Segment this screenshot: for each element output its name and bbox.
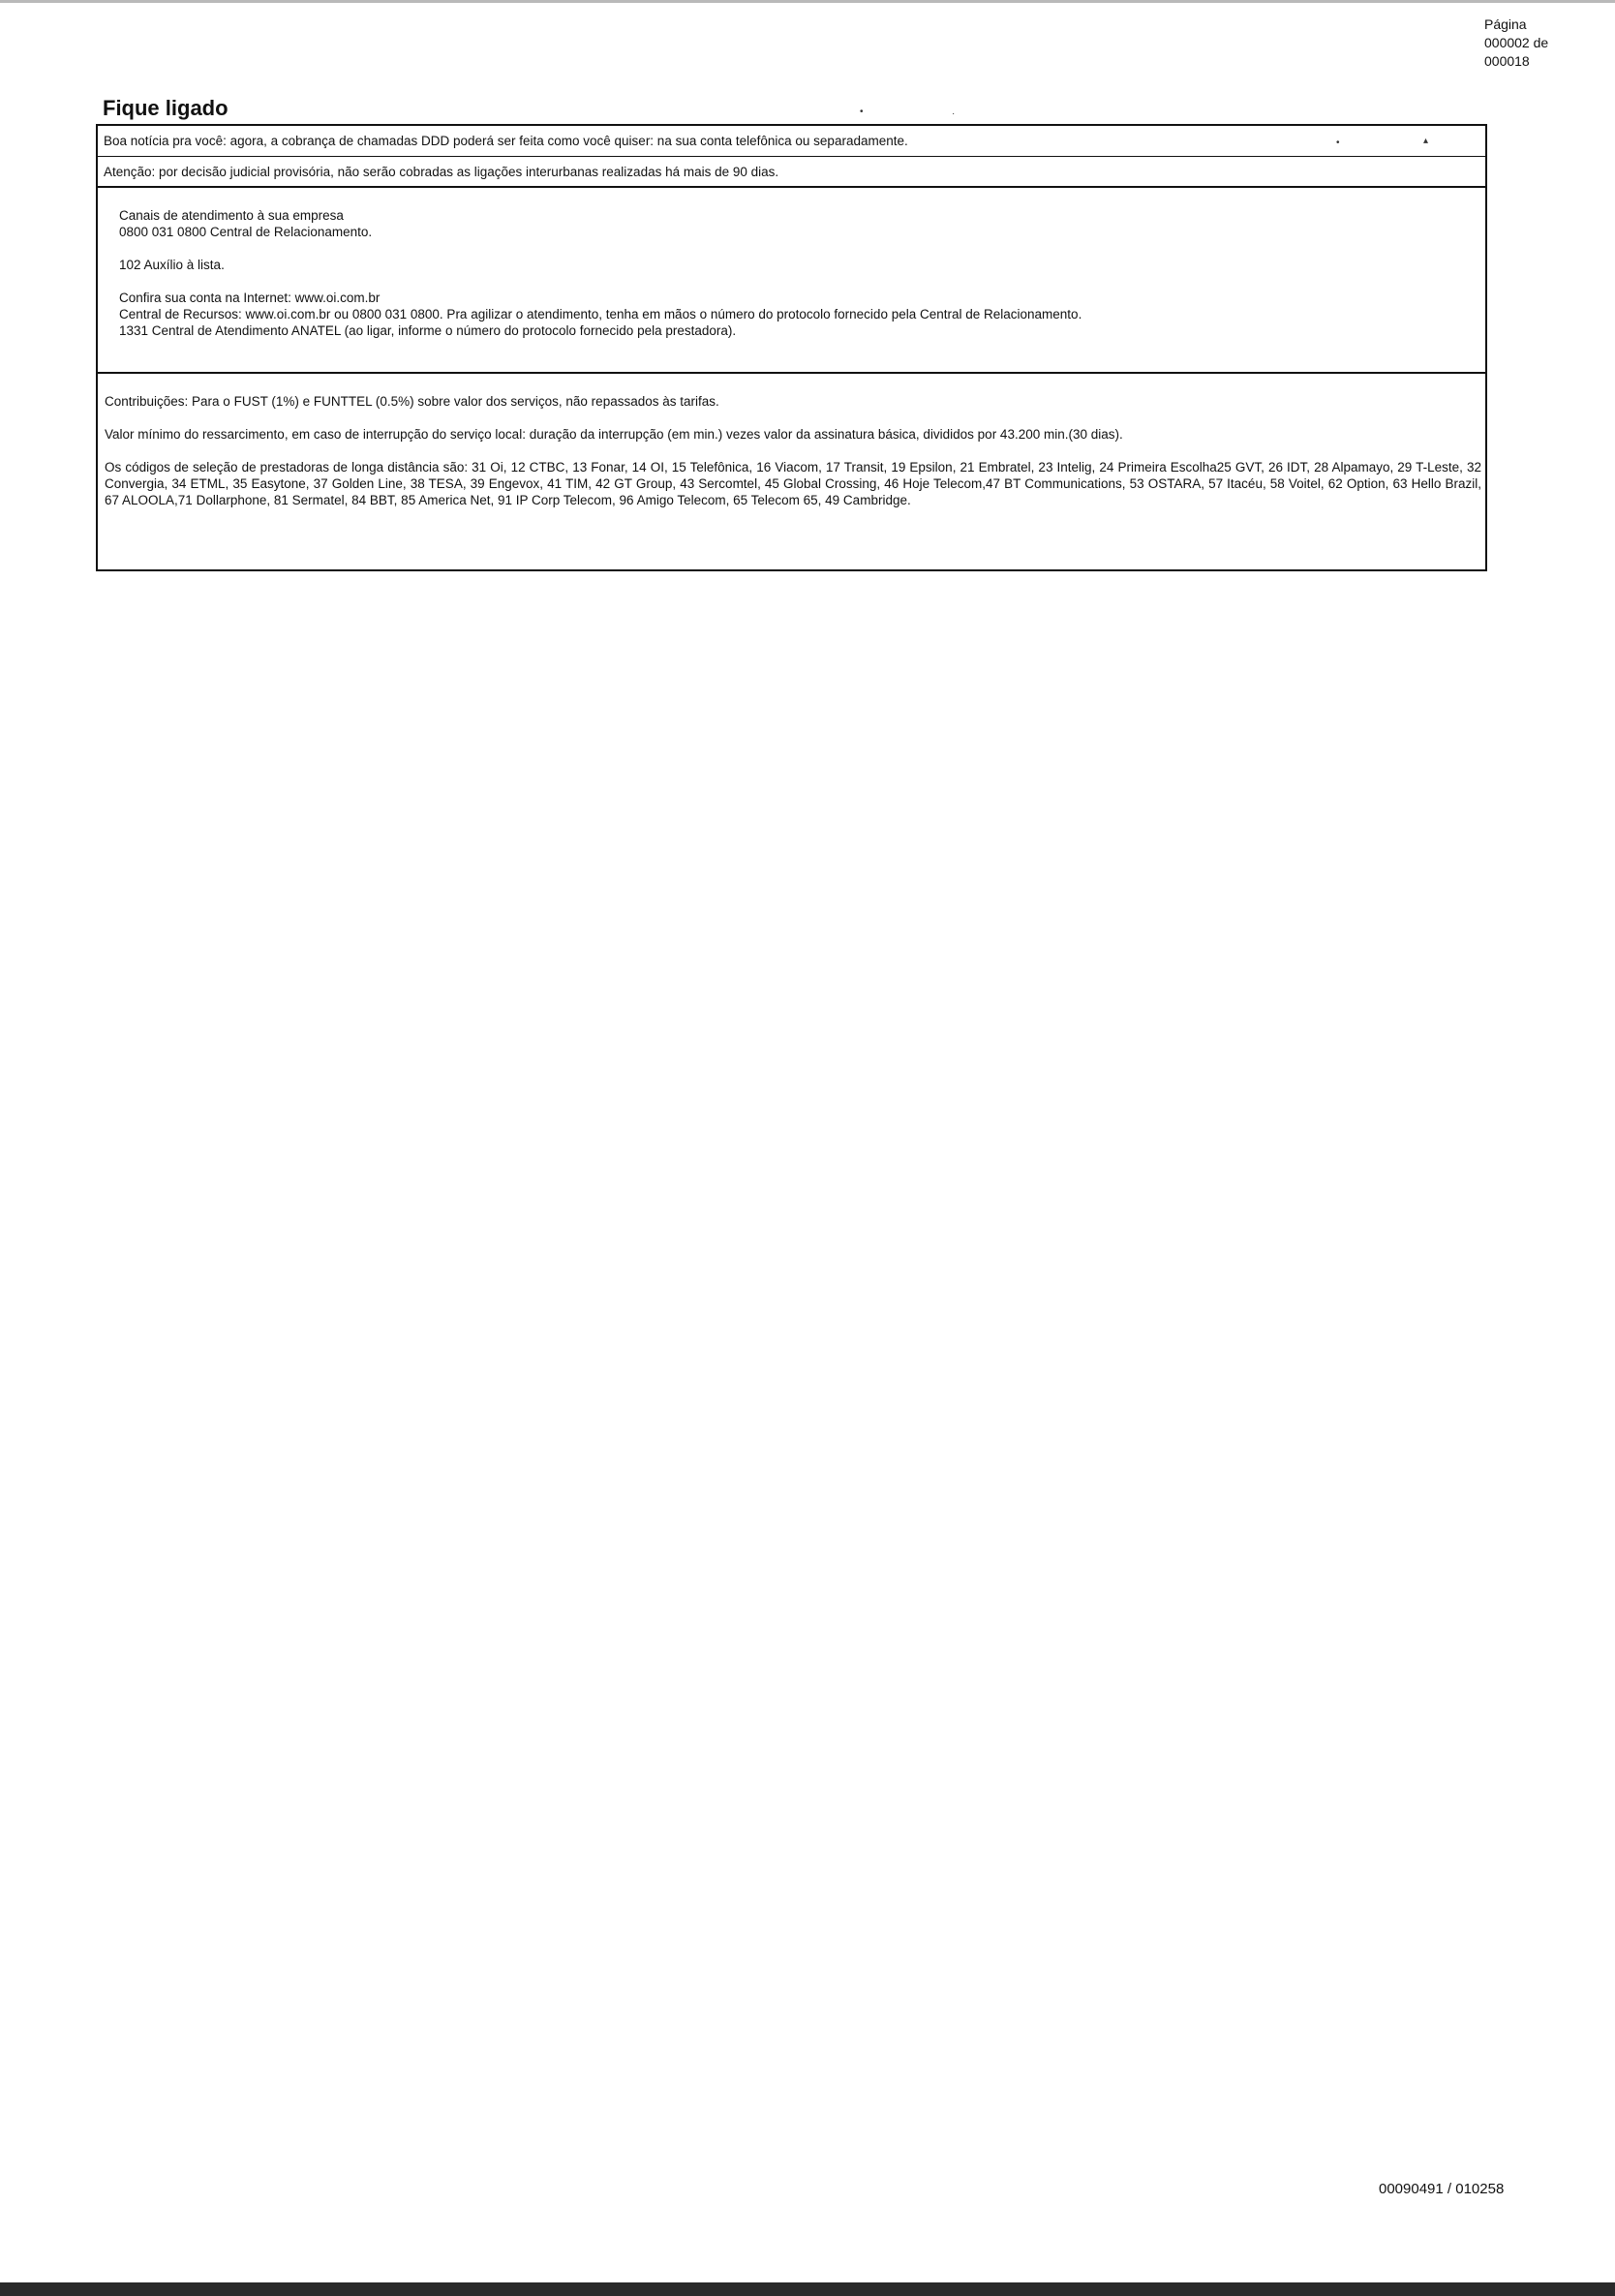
scan-speck: • — [1336, 138, 1340, 148]
contacts-box — [96, 188, 1487, 374]
info-box — [96, 374, 1487, 571]
bottom-scan-edge — [0, 2282, 1615, 2296]
page-label: Página — [1484, 16, 1527, 32]
page-current: 000002 de — [1484, 35, 1549, 50]
scan-speck: • — [860, 107, 864, 117]
document-code: 00090491 / 010258 — [1379, 2181, 1505, 2197]
anatel-line: 1331 Central de Atendimento ANATEL (ao ligar, informe o número do protocolo fornecido pela prestadora). — [119, 323, 737, 338]
page-number — [1484, 15, 1548, 71]
directory-help: 102 Auxílio à lista. — [119, 258, 225, 272]
channels-line: 0800 031 0800 Central de Relacionamento. — [119, 225, 373, 239]
resources-line: Central de Recursos: www.oi.com.br ou 0800 031 0800. Pra agilizar o atendimento, tenha em mãos o número do protocolo fornecido pela Central de Relacionamento. — [119, 307, 1082, 321]
section-title: Fique ligado — [103, 96, 229, 120]
notice-judicial: Atenção: por decisão judicial provisória, não serão cobradas as ligações interurbanas realizadas há mais de 90 dias. — [98, 156, 1485, 187]
channels-title: Canais de atendimento à sua empresa — [119, 208, 344, 223]
page-total: 000018 — [1484, 53, 1530, 69]
top-scan-edge — [0, 0, 1615, 3]
notice-ddd: Boa notícia pra você: agora, a cobrança de chamadas DDD poderá ser feita como você quiser: na sua conta telefônica ou separadamente. — [104, 134, 908, 148]
scan-speck: · — [952, 108, 956, 119]
notices-box — [96, 124, 1487, 188]
carrier-codes-text: Os códigos de seleção de prestadoras de longa distância são: 31 Oi, 12 CTBC, 13 Fonar, 14 OI, 15 Telefônica, 16 Viacom, 17 Transit, 19 Epsilon, 21 Embratel, 23 Intelig, 24 Primeira Escolha25 GVT, 26 IDT, 28 Alpamayo, 29 T-Leste, 32 Convergia, 34 ETML, 35 Easytone, 37 Golden Line, 38 TESA, 39 Engevox, 41 TIM, 42 GT Group, 43 Sercomtel, 45 Global Crossing, 46 Hoje Telecom,47 BT Communications, 53 OSTARA, 57 Itacéu, 58 Voitel, 62 Option, 63 Hello Brazil, 67 ALOOLA,71 Dollarphone, 81 Sermatel, 84 BBT, 85 America Net, 91 IP Corp Telecom, 96 Amigo Telecom, 65 Telecom 65, 49 Cambridge. — [105, 460, 1481, 507]
scan-speck: ▴ — [1423, 136, 1429, 146]
refund-text: Valor mínimo do ressarcimento, em caso de interrupção do serviço local: duração da interrupção (em min.) vezes valor da assinatura básica, divididos por 43.200 min.(30 dias). — [105, 427, 1123, 442]
contributions-text: Contribuições: Para o FUST (1%) e FUNTTEL (0.5%) sobre valor dos serviços, não repassados às tarifas. — [105, 394, 719, 409]
internet-link: Confira sua conta na Internet: www.oi.com.br — [119, 291, 381, 305]
